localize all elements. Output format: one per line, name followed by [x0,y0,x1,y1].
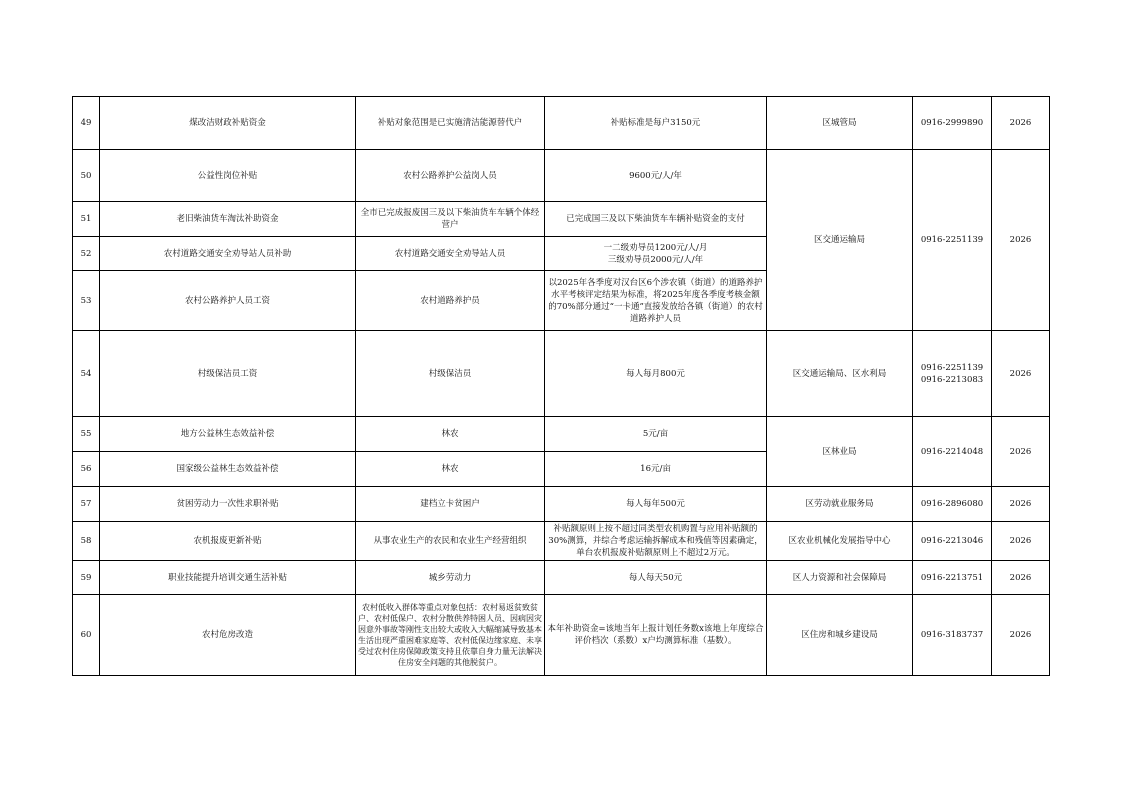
target-group: 农村公路养护公益岗人员 [356,150,545,202]
year: 2026 [992,97,1050,150]
table-row [73,595,1050,676]
item-name: 贫困劳动力一次性求职补贴 [100,487,356,522]
phone: 0916-2213046 [913,522,992,561]
row-number: 53 [73,271,100,331]
row-number: 58 [73,522,100,561]
row-number: 49 [73,97,100,150]
row-number: 60 [73,595,100,676]
target-group: 城乡劳动力 [356,561,545,595]
item-name: 煤改洁财政补贴资金 [100,97,356,150]
row-number: 52 [73,237,100,271]
phone-line: 0916-2251139 [920,362,984,373]
subsidy-standard: 每人每月800元 [545,331,767,417]
department: 区住房和城乡建设局 [767,595,913,676]
row-number: 51 [73,202,100,237]
department: 区林业局 [767,417,913,487]
target-group: 林农 [356,417,545,452]
row-number: 50 [73,150,100,202]
target-group: 村级保洁员 [356,331,545,417]
item-name: 农机报废更新补贴 [100,522,356,561]
target-group: 林农 [356,452,545,487]
row-number: 55 [73,417,100,452]
target-group: 农村道路养护员 [356,271,545,331]
standard-line: 一二级劝导员1200元/人/月 [603,242,708,253]
phone: 0916-2251139 [913,150,992,331]
phone: 0916-3183737 [913,595,992,676]
year: 2026 [992,561,1050,595]
target-group: 补贴对象范围是已实施清洁能源替代户 [356,97,545,150]
department: 区农业机械化发展指导中心 [767,522,913,561]
subsidy-standard: 补贴额原则上按不超过同类型农机购置与应用补贴额的30%测算，并综合考虑运输拆解成本和残值等因素确定，单台农机报废补贴额原则上不超过2万元。 [545,522,767,561]
phone [913,331,992,417]
year: 2026 [992,487,1050,522]
phone-line: 0916-2213083 [920,374,984,385]
subsidy-standard: 已完成国三及以下柴油货车车辆补贴资金的支付 [545,202,767,237]
item-name: 农村公路养护人员工资 [100,271,356,331]
row-number: 57 [73,487,100,522]
subsidy-standard: 5元/亩 [545,417,767,452]
phone: 0916-2214048 [913,417,992,487]
item-name: 村级保洁员工资 [100,331,356,417]
item-name: 老旧柴油货车淘汰补助资金 [100,202,356,237]
target-group: 农村低收入群体等重点对象包括：农村易返贫致贫户、农村低保户、农村分散供养特困人员、因病因灾因意外事故等刚性支出较大或收入大幅缩减导致基本生活出现严重困难家庭等、农村低保边缘家庭、未享受过农村住房保障政策支持且依靠自身力量无法解决住房安全问题的其他脱贫户。 [356,595,545,676]
item-name: 农村危房改造 [100,595,356,676]
subsidy-standard: 补贴标准是每户3150元 [545,97,767,150]
subsidy-table [72,96,1050,676]
year: 2026 [992,150,1050,331]
year: 2026 [992,522,1050,561]
phone: 0916-2213751 [913,561,992,595]
table-row [73,487,1050,522]
target-group: 从事农业生产的农民和农业生产经营组织 [356,522,545,561]
year: 2026 [992,417,1050,487]
year: 2026 [992,595,1050,676]
item-name: 公益性岗位补贴 [100,150,356,202]
phone: 0916-2896080 [913,487,992,522]
department: 区城管局 [767,97,913,150]
table-row [73,150,1050,202]
item-name: 农村道路交通安全劝导站人员补助 [100,237,356,271]
subsidy-standard: 本年补助资金=该地当年上报计划任务数x该地上年度综合评价档次（系数）x户均测算标准（基数）。 [545,595,767,676]
phone: 0916-2999890 [913,97,992,150]
subsidy-standard [545,237,767,271]
standard-line: 三级劝导员2000元/人/年 [607,254,704,265]
table-row [73,331,1050,417]
row-number: 54 [73,331,100,417]
table-row [73,561,1050,595]
row-number: 59 [73,561,100,595]
subsidy-standard: 每人每天50元 [545,561,767,595]
item-name: 地方公益林生态效益补偿 [100,417,356,452]
subsidy-standard: 16元/亩 [545,452,767,487]
department: 区劳动就业服务局 [767,487,913,522]
department: 区人力资源和社会保障局 [767,561,913,595]
department: 区交通运输局 [767,150,913,331]
department: 区交通运输局、区水利局 [767,331,913,417]
table-row [73,417,1050,452]
item-name: 职业技能提升培训交通生活补贴 [100,561,356,595]
year: 2026 [992,331,1050,417]
row-number: 56 [73,452,100,487]
table-row [73,522,1050,561]
table-row [73,97,1050,150]
subsidy-standard: 每人每年500元 [545,487,767,522]
item-name: 国家级公益林生态效益补偿 [100,452,356,487]
subsidy-standard: 9600元/人/年 [545,150,767,202]
target-group: 建档立卡贫困户 [356,487,545,522]
target-group: 农村道路交通安全劝导站人员 [356,237,545,271]
subsidy-standard: 以2025年各季度对汉台区6个涉农镇（街道）的道路养护水平考核评定结果为标准，将2025年度各季度考核金额的70%部分通过“一卡通”直接发放给各镇（街道）的农村道路养护人员 [545,271,767,331]
target-group: 全市已完成报废国三及以下柴油货车车辆个体经营户 [356,202,545,237]
